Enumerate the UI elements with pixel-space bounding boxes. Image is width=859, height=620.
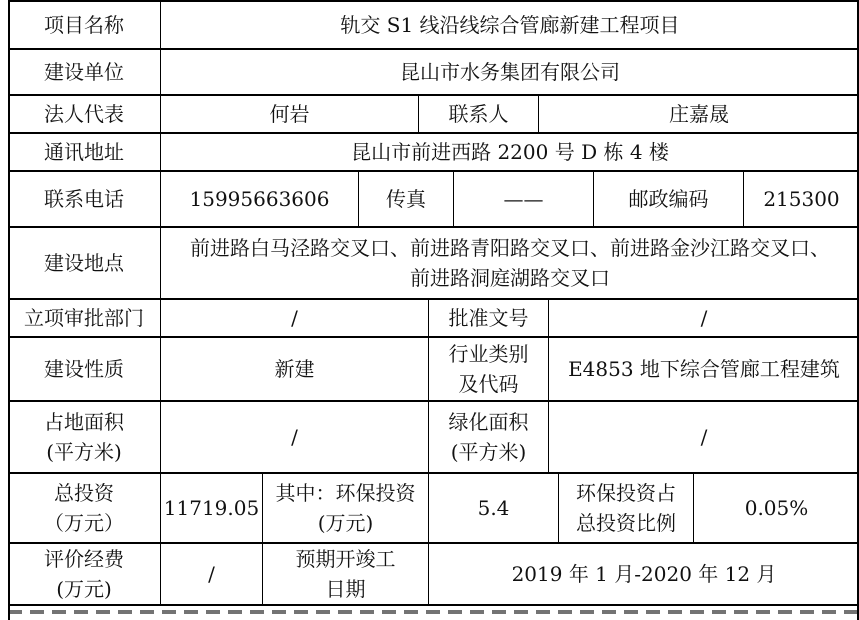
label-env-ratio	[558, 474, 693, 542]
label-nature: 建设性质	[44, 357, 124, 381]
table-row-investment	[8, 472, 859, 542]
table-row-construction-unit	[8, 48, 859, 94]
label-env-investment-line1: 其中：环保投资	[275, 481, 416, 505]
label-green-area	[428, 402, 548, 472]
table-row-project-name	[8, 0, 859, 48]
label-project-name: 项目名称	[44, 13, 124, 37]
value-approval-no: /	[548, 300, 859, 336]
value-construction-unit: 昆山市水务集团有限公司	[160, 50, 859, 94]
label-site: 建设地点	[44, 251, 124, 275]
table-row-approval-dept	[8, 298, 859, 336]
label-industry-line2: 及代码	[458, 372, 519, 396]
label-phone: 联系电话	[44, 187, 124, 211]
label-eval-fee-line2: (万元)	[56, 577, 112, 601]
label-eval-fee-line1: 评价经费	[44, 547, 124, 571]
label-construction-unit: 建设单位	[44, 60, 124, 84]
label-land-area-line1: 占地面积	[44, 410, 124, 434]
value-schedule: 2019 年 1 月-2020 年 12 月	[428, 544, 859, 604]
label-eval-fee	[8, 544, 160, 604]
value-phone: 15995663606	[160, 172, 358, 226]
value-fax: ——	[453, 172, 593, 226]
label-schedule-line2: 日期	[325, 577, 366, 601]
value-legal-rep: 何岩	[160, 96, 418, 132]
truncated-text-strip	[8, 610, 859, 614]
label-industry	[428, 338, 548, 400]
value-nature: 新建	[160, 338, 428, 400]
label-schedule	[262, 544, 428, 604]
table-row-area	[8, 400, 859, 472]
value-site-line1: 前进路白马泾路交叉口、前进路青阳路交叉口、前进路金沙江路交叉口、	[190, 236, 830, 260]
label-address: 通讯地址	[44, 140, 124, 164]
label-legal-rep: 法人代表	[44, 102, 124, 126]
table-row-fee	[8, 542, 859, 604]
label-green-area-line2: (平方米)	[450, 440, 527, 464]
label-env-investment	[262, 474, 428, 542]
label-postcode: 邮政编码	[593, 172, 743, 226]
value-address: 昆山市前进西路 2200 号 D 栋 4 楼	[160, 134, 859, 170]
value-green-area: /	[548, 402, 859, 472]
value-approval-dept: /	[160, 300, 428, 336]
value-industry: E4853 地下综合管廊工程建筑	[548, 338, 859, 400]
label-contact: 联系人	[418, 96, 538, 132]
value-total-investment: 11719.05	[160, 474, 262, 542]
label-total-investment-line1: 总投资	[54, 481, 114, 505]
value-project-name: 轨交 S1 线沿线综合管廊新建工程项目	[160, 2, 859, 48]
label-total-investment-line2: （万元）	[44, 511, 124, 535]
label-industry-line1: 行业类别	[448, 342, 529, 366]
truncated-row	[8, 604, 859, 620]
value-site	[160, 228, 859, 298]
label-land-area	[8, 402, 160, 472]
label-fax: 传真	[358, 172, 453, 226]
table-row-phone	[8, 170, 859, 226]
value-land-area: /	[160, 402, 428, 472]
table-row-site	[8, 226, 859, 298]
value-env-investment: 5.4	[428, 474, 558, 542]
label-env-ratio-line2: 总投资比例	[576, 511, 676, 535]
value-postcode: 215300	[743, 172, 859, 226]
label-env-investment-line2: (万元)	[317, 511, 374, 535]
label-approval-no: 批准文号	[428, 300, 548, 336]
label-schedule-line1: 预期开竣工	[295, 547, 396, 571]
table-row-legal-rep	[8, 94, 859, 132]
label-total-investment	[8, 474, 160, 542]
value-env-ratio: 0.05%	[693, 474, 859, 542]
table-row-address	[8, 132, 859, 170]
label-approval-dept: 立项审批部门	[24, 306, 144, 330]
value-eval-fee: /	[160, 544, 262, 604]
label-green-area-line1: 绿化面积	[448, 410, 529, 434]
value-site-line2: 前进路洞庭湖路交叉口	[410, 266, 610, 290]
value-contact: 庄嘉晟	[538, 96, 859, 132]
label-env-ratio-line1: 环保投资占	[576, 481, 676, 505]
table-row-nature	[8, 336, 859, 400]
label-land-area-line2: (平方米)	[46, 440, 122, 464]
